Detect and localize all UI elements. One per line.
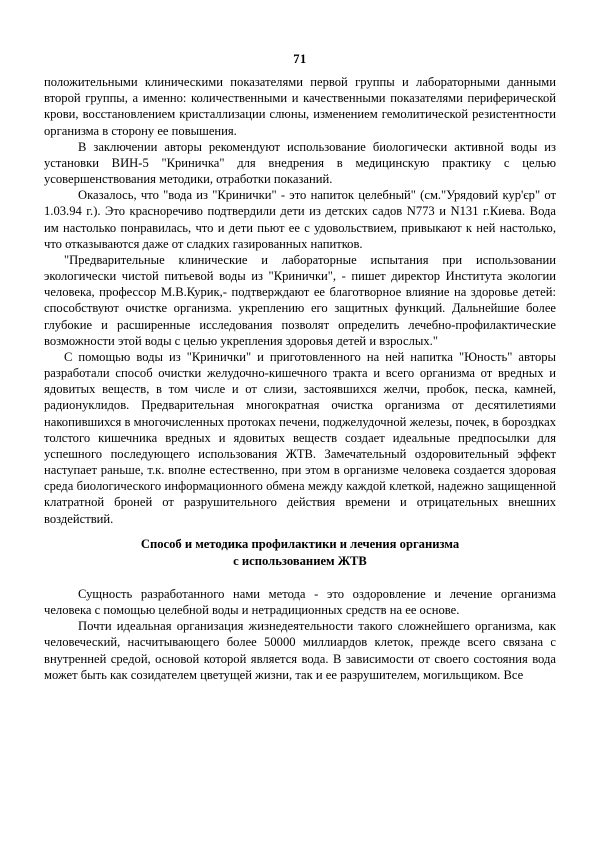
paragraph-2: В заключении авторы рекомендуют использование биологически активной воды из установки ВИН-5 "Криничка" для внедрения в медицинскую практику с целью усовершенствования методики, отработки показаний. [44,139,556,187]
paragraph-6: Сущность разработанного нами метода - это оздоровление и лечение организма человека с помощью целебной воды и нетрадиционных средств на ее основе. [44,586,556,617]
section-heading [44,536,556,570]
paragraph-1: положительными клиническими показателями первой группы и лабораторными данными второй группы, а именно: количественными и качественными показателями периферической крови, восстановлением кристаллизации слюны, изменением гемолитической резистентности организма в сторону ее повышения. [44,75,556,138]
heading-spacer [44,579,556,586]
paragraph-7: Почти идеальная организация жизнедеятельности такого сложнейшего организма, как человеческий, насчитывающего более 50000 миллиардов клеток, прежде всего связана с внутренней средой, основой которой является вода. В зависимости от своего состояния вода может быть как созидателем цветущей жизни, так и ее разрушителем, могильщиком. Все [44,619,556,682]
paragraph-5: С помощью воды из "Кринички" и приготовленного на ней напитка "Юность" авторы разработали способ очистки желудочно-кишечного тракта и всего организма от вредных и ядовитых веществ, в том числе и от слизи, застоявшихся желчи, пробок, песка, камней, радионуклидов. Предварительная многократная очистка организма от десятилетиями накопившихся в многочисленных протоках печени, поджелудочной железы, почек, в бороздках толстого кишечника вредных и ядовитых веществ создает идеальные предпосылки для успешного последующего использования ЖТВ. Замечательный оздоровительный эффект наступает раньше, т.к. вполне естественно, при этом в организме человека создается здоровая среда биологического информационного обмена между каждой клеткой, надежно защищенной клатратной броней от разрушительного действия времени и отрицательных внешних воздействий. [44,349,556,526]
section-heading-line-2: с использованием ЖТВ [233,553,367,568]
document-body [44,74,556,683]
paragraph-3: Оказалось, что "вода из "Кринички" - это напиток целебный" (см."Урядовий кур'єр" от 1.03.94 г.). Это красноречиво подтвердили дети из детских садов N773 и N131 г.Киева. Вода им настолько понравилась, что и дети пьют ее с удовольствием, привыкают к ней настолько, что отказываются даже от сладких газированных напитков. [44,188,556,251]
section-heading-line-1: Способ и методика профилактики и лечения организма [140,536,460,551]
page-number: 71 [293,52,307,66]
paragraph-4: "Предварительные клинические и лабораторные испытания при использовании экологически чистой питьевой воды из "Кринички", - пишет директор Института экологии человека, профессор М.В.Курик,- подтверждают ее благотворное влияние на здоровье детей: способствуют очистке организма. укреплению его защитных функций. Дальнейшие более глубокие и расширенные исследования позволят определить лечебно-профилактические возможности этой воды с целью укрепления здоровья детей и взрослых." [44,252,556,348]
